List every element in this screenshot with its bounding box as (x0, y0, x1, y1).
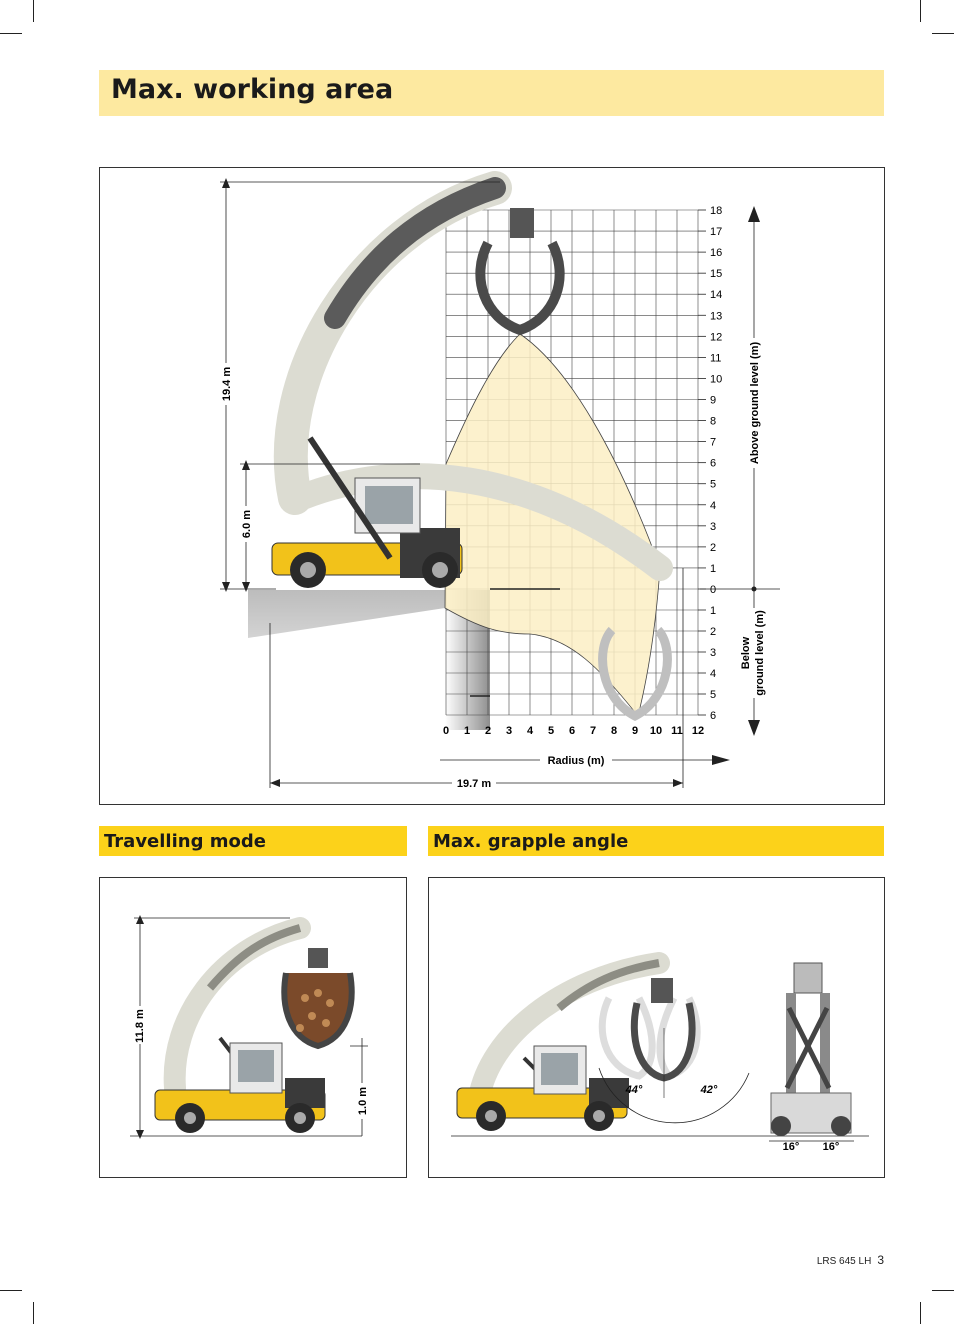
tilt-left-label: 16° (782, 1141, 800, 1153)
above-tick-label: 18 (710, 205, 723, 217)
grapple-with-logs (284, 948, 351, 1046)
below-tick-label: 6 (710, 710, 717, 722)
crop-mark (33, 0, 34, 22)
angle-right-label: 42° (700, 1084, 718, 1096)
grapple-angle-banner (428, 826, 884, 856)
crop-mark (920, 1302, 921, 1324)
above-tick-label: 13 (710, 310, 723, 323)
above-tick-label: 15 (710, 268, 723, 281)
height-pivot-label: 6.0 m (241, 509, 253, 539)
below-tick-label: 2 (710, 626, 717, 638)
radius-axis-label: Radius (m) (547, 755, 605, 767)
crop-mark (33, 1302, 34, 1324)
page-title: Max. working area (111, 74, 394, 105)
radius-tick-label: 0 (442, 725, 450, 737)
crop-mark (932, 33, 954, 34)
tilt-right-label: 16° (822, 1141, 840, 1153)
below-tick-label: 3 (710, 647, 717, 659)
above-tick-label: 3 (710, 520, 717, 533)
radius-tick-label: 11 (671, 725, 683, 737)
above-tick-label: 16 (710, 247, 723, 260)
radius-tick-label: 5 (547, 725, 555, 737)
crop-mark (0, 33, 22, 34)
radius-tick-label: 4 (526, 725, 534, 737)
above-tick-label: 17 (710, 226, 723, 239)
reach-total-label: 19.7 m (456, 778, 492, 790)
above-tick-label: 4 (710, 499, 717, 512)
above-tick-label: 1 (710, 562, 717, 575)
above-tick-label: 5 (710, 478, 717, 491)
above-tick-label: 8 (710, 415, 717, 428)
ground-clearance-label: 1.0 m (357, 1086, 369, 1116)
height-total-label: 19.4 m (221, 366, 233, 402)
crop-mark (0, 1290, 22, 1291)
travelling-mode-banner (99, 826, 407, 856)
above-tick-label: 14 (710, 289, 723, 302)
working-area-svg (100, 168, 886, 806)
radius-tick-label: 12 (691, 725, 705, 737)
grapple-angle-diagram (428, 877, 885, 1178)
above-ground-label: Above ground level (m) (749, 341, 761, 465)
radius-tick-label: 2 (484, 725, 492, 737)
radius-tick-label: 1 (463, 725, 471, 737)
travelling-mode-diagram (99, 877, 407, 1178)
below-tick-label: 1 (710, 605, 717, 617)
radius-tick-label: 9 (631, 725, 639, 737)
rear-view-machine (771, 963, 851, 1136)
above-tick-label: 9 (710, 394, 717, 407)
grapple-angle-title: Max. grapple angle (433, 831, 629, 852)
grapple-swing (602, 978, 697, 1078)
below-ground-label-2: ground level (m) (754, 610, 766, 696)
crop-mark (920, 0, 921, 22)
page-number: 3 (877, 1253, 884, 1267)
travelling-mode-svg (100, 878, 408, 1179)
footer-model: LRS 645 LH (816, 1256, 872, 1267)
page-footer (817, 1253, 884, 1267)
crop-mark (932, 1290, 954, 1291)
above-tick-label: 11 (710, 352, 722, 365)
travelling-mode-title: Travelling mode (104, 831, 266, 852)
grapple-raised (480, 208, 559, 330)
radius-tick-label: 8 (610, 725, 618, 737)
above-tick-label: 2 (710, 541, 717, 554)
below-tick-label: 5 (710, 689, 717, 701)
above-tick-label: 0 (710, 584, 717, 596)
radius-tick-label: 3 (505, 725, 513, 737)
travel-height-label: 11.8 m (134, 1009, 146, 1043)
above-tick-label: 6 (710, 457, 717, 470)
above-tick-label: 10 (710, 373, 723, 386)
below-tick-label: 4 (710, 668, 717, 680)
radius-tick-label: 6 (568, 725, 576, 737)
angle-left-label: 44° (625, 1084, 643, 1096)
working-area-diagram (99, 167, 885, 805)
page-title-banner (99, 70, 884, 116)
radius-tick-label: 7 (589, 725, 597, 737)
radius-tick-label: 10 (649, 725, 663, 737)
below-ground-label-1: Below (740, 636, 752, 670)
above-tick-label: 12 (710, 331, 723, 344)
above-tick-label: 7 (710, 436, 717, 449)
grapple-angle-svg (429, 878, 886, 1179)
